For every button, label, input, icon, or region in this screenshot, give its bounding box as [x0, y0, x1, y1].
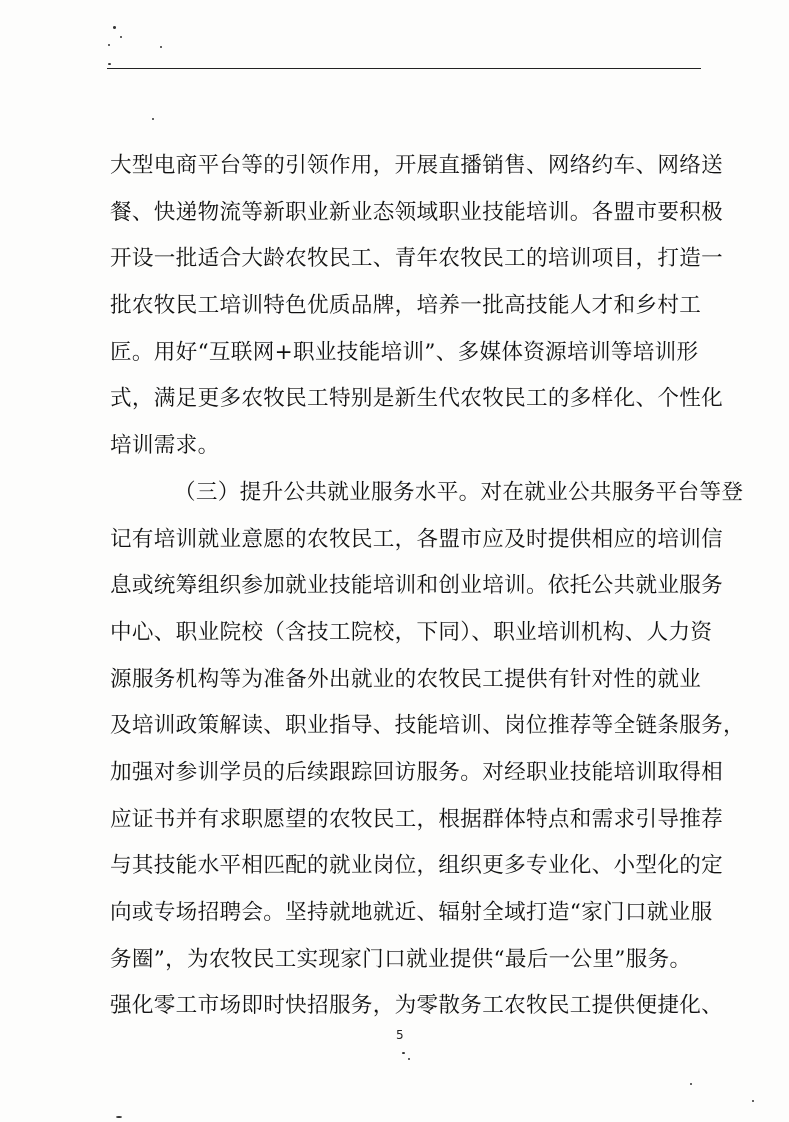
scan-speck [402, 1052, 405, 1054]
text-line: 息或统筹组织参加就业技能培训和创业培训。依托公共就业服务 [110, 573, 724, 599]
text-line: 向或专场招聘会。坚持就地就近、辐射全域打造“家门口就业服 [110, 900, 713, 925]
scan-speck [690, 1083, 692, 1085]
scan-speck [152, 118, 154, 120]
text-line: 批农牧民工培训特色优质品牌，培养一批高技能人才和乡村工 [110, 293, 702, 319]
text-line: 大型电商平台等的引领作用，开展直播销售、网络约车、网络送 [110, 153, 724, 178]
text-line: 与其技能水平相匹配的就业岗位，组织更多专业化、小型化的定 [110, 853, 724, 879]
text-line: 匠。用好“互联网+职业技能培训”、多媒体资源培训等培训形 [110, 339, 699, 365]
text-line: 务圈”，为农牧民工实现家门口就业提供“最后一公里”服务。 [110, 946, 692, 972]
text-line: 应证书并有求职愿望的农牧民工，根据群体特点和需求引导推荐 [110, 806, 724, 832]
scan-speck [752, 1100, 754, 1102]
text-line: 开设一批适合大龄农牧民工、青年农牧民工的培训项目，打造一 [110, 246, 724, 272]
scan-speck [120, 36, 122, 38]
scan-speck [160, 46, 162, 48]
text-line: 源服务机构等为准备外出就业的农牧民工提供有针对性的就业 [110, 666, 702, 692]
section-heading-line: （三）提升公共就业服务水平。对在就业公共服务平台等登 [174, 479, 744, 505]
text-line: 餐、快递物流等新职业新业态领域职业技能培训。各盟市要积极 [110, 199, 724, 225]
scan-speck [408, 1058, 410, 1060]
text-line: 及培训政策解读、职业指导、技能培训、岗位推荐等全链条服务， [110, 713, 745, 739]
text-line: 强化零工市场即时快招服务，为零散务工农牧民工提供便捷化、 [110, 993, 724, 1019]
text-line: 中心、职业院校（含技工院校，下同）、职业培训机构、人力资 [110, 619, 713, 645]
text-line: 式，满足更多农牧民工特别是新生代农牧民工的多样化、个性化 [110, 386, 724, 412]
scan-speck [108, 63, 111, 65]
text-line: 加强对参训学员的后续跟踪回访服务。对经职业技能培训取得相 [110, 759, 724, 785]
text-line: 培训需求。 [110, 433, 220, 459]
scan-speck [113, 26, 116, 29]
header-rule [107, 68, 701, 69]
body-text [110, 143, 745, 1030]
scan-speck [116, 1116, 122, 1118]
page-number: 5 [396, 1028, 404, 1042]
scan-speck [108, 44, 110, 46]
text-line: 记有培训就业意愿的农牧民工，各盟市应及时提供相应的培训信 [110, 526, 724, 552]
